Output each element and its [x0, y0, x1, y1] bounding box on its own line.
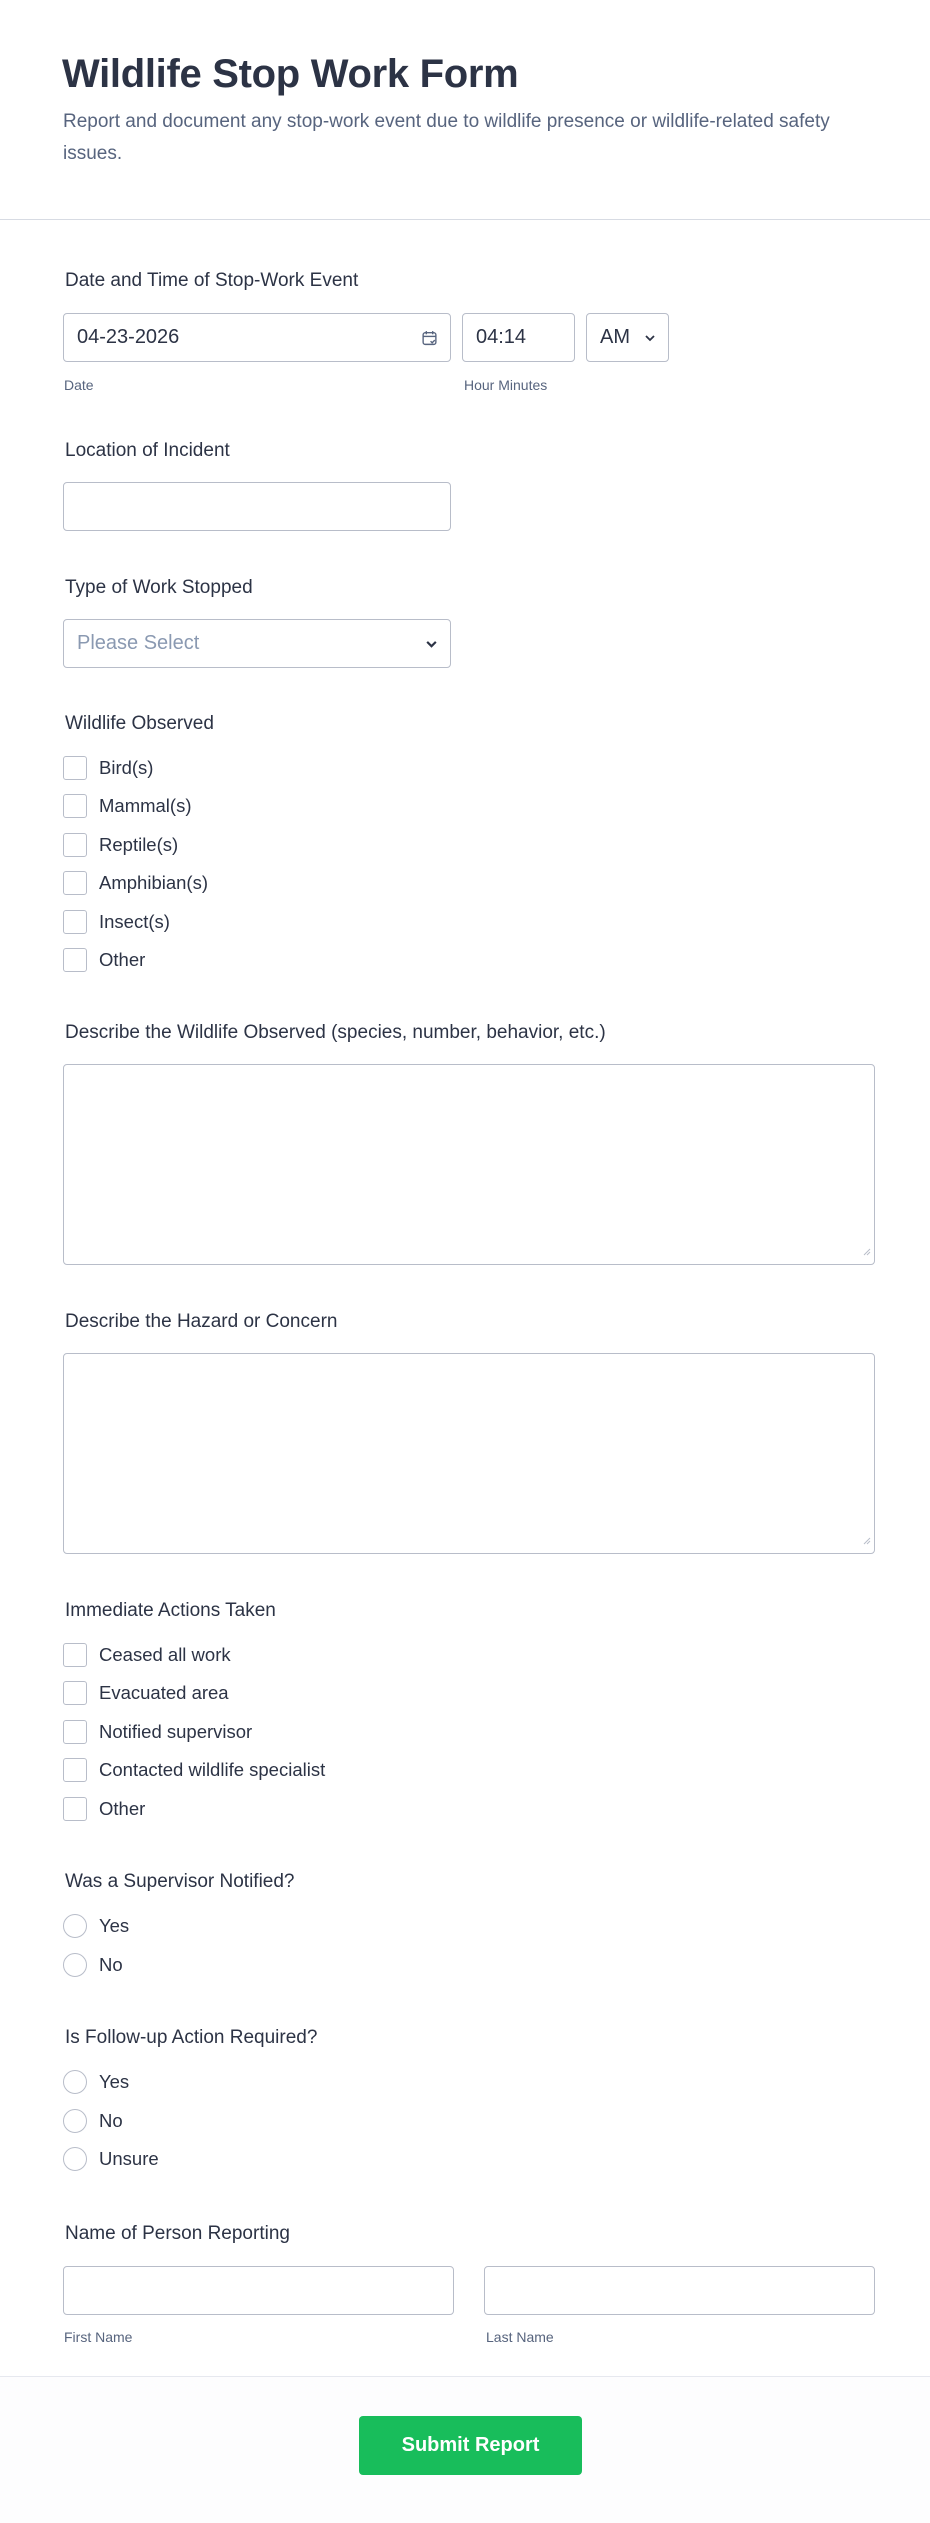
option-label: Mammal(s)	[99, 795, 192, 816]
checkbox[interactable]	[63, 1758, 87, 1782]
radio-button[interactable]	[63, 1914, 87, 1938]
form-header	[0, 0, 930, 220]
hazard-label: Describe the Hazard or Concern	[65, 1311, 338, 1332]
wildlife-option-other[interactable]	[63, 947, 145, 973]
calendar-icon[interactable]	[421, 329, 438, 346]
option-label: Bird(s)	[99, 757, 154, 778]
hazard-textarea[interactable]	[63, 1353, 875, 1554]
checkbox[interactable]	[63, 1681, 87, 1705]
page-subtitle: Report and document any stop-work event due to wildlife presence or wildlife-related safety issues.	[63, 111, 830, 164]
date-time-label: Date and Time of Stop-Work Event	[65, 270, 359, 291]
supervisor-label: Was a Supervisor Notified?	[65, 1871, 295, 1892]
supervisor-option-no[interactable]	[63, 1952, 123, 1978]
actions-label: Immediate Actions Taken	[65, 1600, 276, 1621]
work-type-label: Type of Work Stopped	[65, 577, 253, 598]
checkbox[interactable]	[63, 1720, 87, 1744]
option-label: Yes	[99, 1915, 130, 1936]
checkbox[interactable]	[63, 871, 87, 895]
submit-button[interactable]: Submit Report	[359, 2416, 582, 2475]
wildlife-option-birds[interactable]	[63, 755, 153, 781]
wildlife-description-textarea[interactable]	[63, 1064, 875, 1265]
option-label: Reptile(s)	[99, 834, 179, 855]
radio-button[interactable]	[63, 2109, 87, 2133]
ampm-value: AM	[600, 326, 630, 348]
followup-option-yes[interactable]	[63, 2069, 129, 2095]
wildlife-option-amphibians[interactable]	[63, 870, 208, 896]
location-input[interactable]	[63, 482, 451, 531]
action-option-other[interactable]	[63, 1796, 145, 1822]
option-label: Notified supervisor	[99, 1721, 253, 1742]
checkbox[interactable]	[63, 756, 87, 780]
form-footer	[0, 2376, 930, 2523]
work-type-placeholder: Please Select	[77, 632, 200, 654]
option-label: No	[99, 1954, 123, 1975]
action-option-notified[interactable]	[63, 1719, 252, 1745]
time-value: 04:14	[476, 326, 527, 348]
page-title: Wildlife Stop Work Form	[62, 52, 519, 96]
resize-handle-icon[interactable]	[861, 1532, 871, 1550]
location-label: Location of Incident	[65, 440, 230, 461]
option-label: Evacuated area	[99, 1682, 229, 1703]
chevron-down-icon	[644, 334, 656, 342]
wildlife-option-reptiles[interactable]	[63, 832, 178, 858]
date-input[interactable]	[63, 313, 451, 362]
followup-label: Is Follow-up Action Required?	[65, 2027, 318, 2048]
option-label: Contacted wildlife specialist	[99, 1759, 326, 1780]
action-option-ceased[interactable]	[63, 1642, 231, 1668]
resize-handle-icon[interactable]	[861, 1243, 871, 1261]
last-name-input[interactable]	[484, 2266, 875, 2315]
wildlife-option-insects[interactable]	[63, 909, 170, 935]
followup-option-unsure[interactable]	[63, 2146, 159, 2172]
option-label: Unsure	[99, 2148, 159, 2169]
checkbox[interactable]	[63, 794, 87, 818]
radio-button[interactable]	[63, 2070, 87, 2094]
time-input[interactable]	[462, 313, 575, 362]
last-name-sublabel: Last Name	[486, 2329, 554, 2345]
option-label: Insect(s)	[99, 911, 170, 932]
supervisor-option-yes[interactable]	[63, 1913, 129, 1939]
radio-button[interactable]	[63, 1953, 87, 1977]
time-sublabel: Hour Minutes	[464, 377, 548, 393]
wildlife-description-label: Describe the Wildlife Observed (species, number, behavior, etc.)	[65, 1022, 606, 1043]
chevron-down-icon	[425, 639, 438, 648]
reporter-label: Name of Person Reporting	[65, 2223, 290, 2244]
option-label: Other	[99, 1798, 146, 1819]
first-name-sublabel: First Name	[64, 2329, 133, 2345]
checkbox[interactable]	[63, 948, 87, 972]
option-label: Other	[99, 949, 146, 970]
action-option-specialist[interactable]	[63, 1757, 325, 1783]
date-sublabel: Date	[64, 377, 94, 393]
ampm-select[interactable]	[586, 313, 669, 362]
checkbox[interactable]	[63, 910, 87, 934]
work-type-select[interactable]	[63, 619, 451, 668]
checkbox[interactable]	[63, 833, 87, 857]
option-label: Amphibian(s)	[99, 872, 208, 893]
wildlife-option-mammals[interactable]	[63, 793, 192, 819]
checkbox[interactable]	[63, 1797, 87, 1821]
checkbox[interactable]	[63, 1643, 87, 1667]
option-label: Yes	[99, 2071, 130, 2092]
followup-option-no[interactable]	[63, 2108, 123, 2134]
first-name-input[interactable]	[63, 2266, 454, 2315]
wildlife-label: Wildlife Observed	[65, 713, 214, 734]
action-option-evacuated[interactable]	[63, 1680, 229, 1706]
option-label: No	[99, 2110, 123, 2131]
option-label: Ceased all work	[99, 1644, 231, 1665]
radio-button[interactable]	[63, 2147, 87, 2171]
date-value: 04-23-2026	[77, 326, 180, 348]
